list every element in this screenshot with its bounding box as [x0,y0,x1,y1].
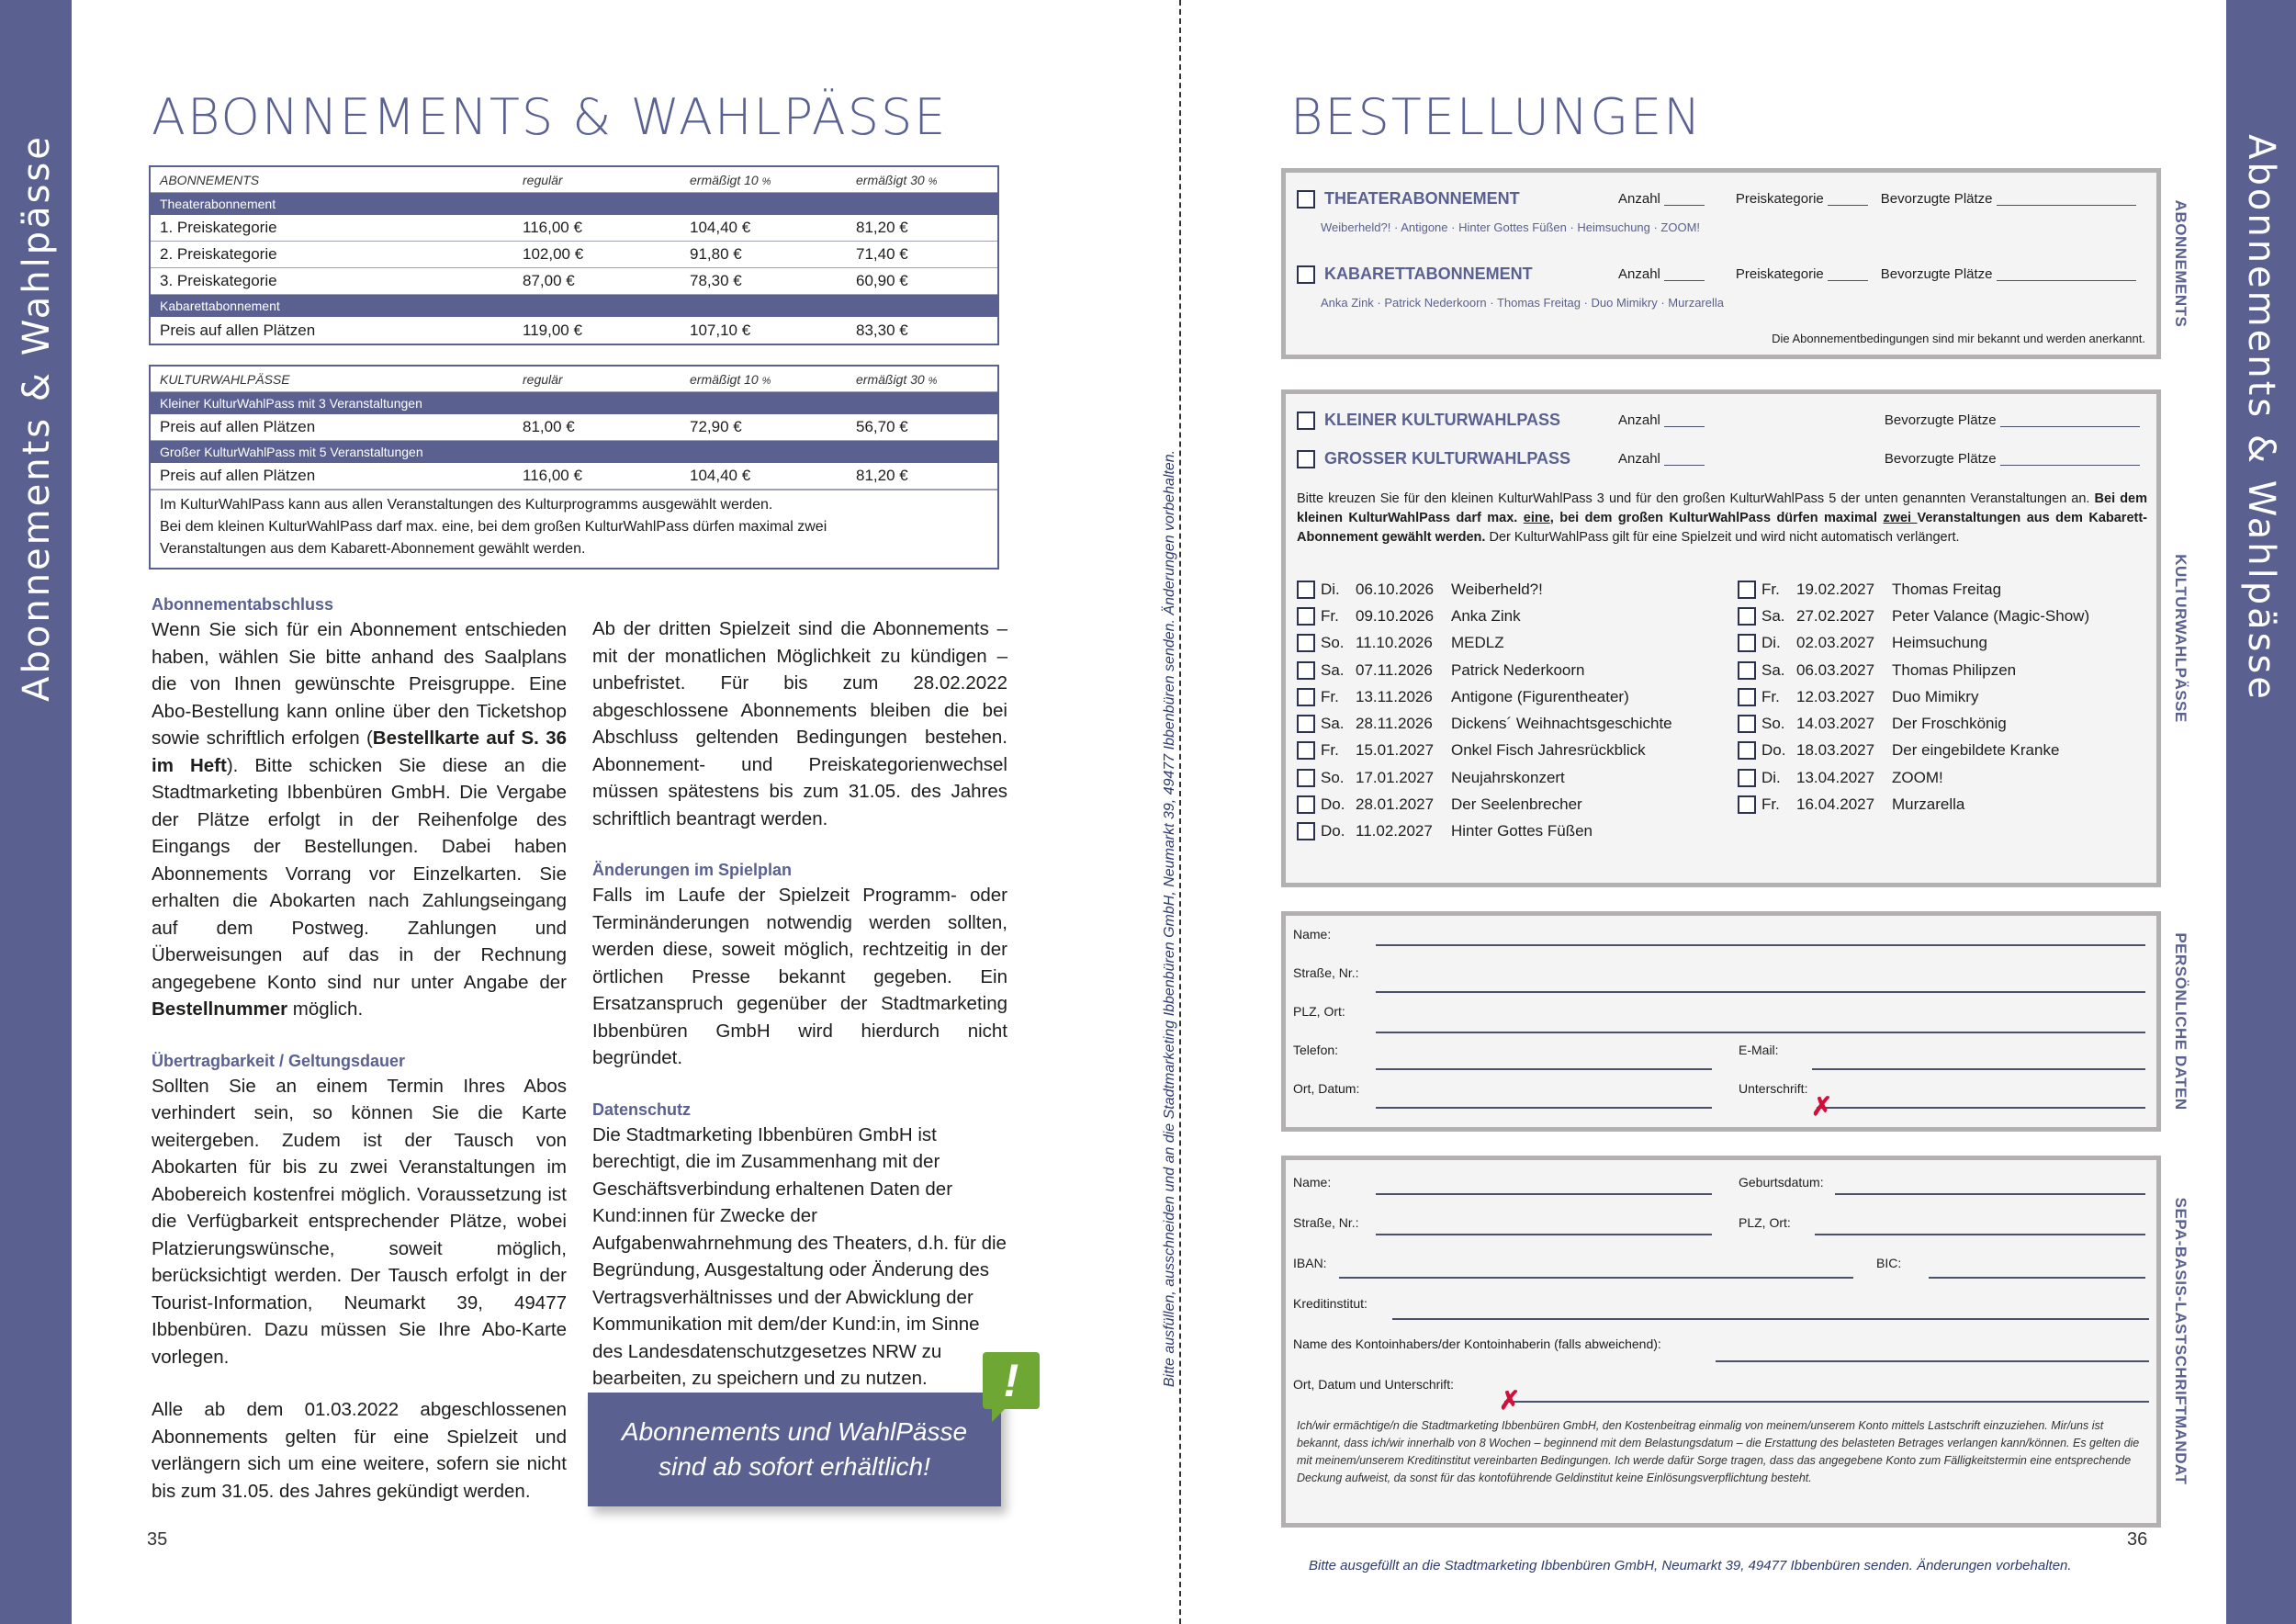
event-name: Antigone (Figurentheater) [1451,687,1629,705]
price-cell: 102,00 € [523,245,584,263]
event-day: Do. [1761,741,1786,760]
event-day: Sa. [1321,660,1345,679]
event-checkbox[interactable] [1297,822,1315,840]
table-row [151,463,997,490]
price-cell: 71,40 € [856,245,908,263]
page-number-left: 35 [147,1529,168,1550]
price-cell: 107,10 € [690,321,751,339]
price-cell: 72,90 € [690,418,742,435]
sepa-street-input[interactable] [1376,1234,1712,1235]
event-date: 11.10.2026 [1356,634,1433,652]
price-cell: 60,90 € [856,272,908,289]
paragraph-uebertragbarkeit: Sollten Sie an einem Termin Ihres Abos verhindert sein, so können Sie die Karte weitergeben. Zudem ist der Tausch von Abokarten für bis zu zwei Veranstaltungen im Abobereich kostenfrei möglich. Voraussetzung ist die Verfügbarkeit entsprechender Plätze, wobei Platzierungswünsche, soweit möglich, berücksichtigt werden. Der Tausch erfolgt in der Tourist-Information, Neumarkt 39, 49477 Ibbenbüren. Dazu müssen Sie Ihre Abo-Karte vorlegen. [152,1075,567,1368]
event-checkbox[interactable] [1297,715,1315,733]
event-day: Fr. [1761,580,1780,598]
header-cell: regulär [523,172,563,187]
header-cell: ermäßigt 10 % [690,371,771,387]
event-day: Sa. [1321,715,1345,733]
event-item [1738,576,2089,603]
event-checkbox[interactable] [1297,661,1315,680]
event-name: Peter Valance (Magic-Show) [1892,606,2090,625]
event-day: Do. [1321,795,1345,814]
event-date: 19.02.2027 [1796,580,1875,598]
event-checkbox[interactable] [1297,607,1315,626]
table-note: Im KulturWahlPass kann aus allen Veranstaltungen des Kulturprogramms ausgewählt werden. Bei dem kleinen KulturWahlPass darf max. eine, bei dem großen KulturWahlPass dürfen maximal zwei Veranstaltungen aus dem Kabarett-Abonnement gewählt werden. [151,490,997,568]
event-date: 02.03.2027 [1796,634,1875,652]
price-cell: 87,00 € [523,272,575,289]
event-item [1738,791,2089,818]
event-date: 06.03.2027 [1796,660,1875,679]
event-name: Thomas Freitag [1892,580,2002,598]
availability-callout: Abonnements und WahlPässe sind ab sofort erhältlich! [588,1393,1001,1506]
side-label-sepa: SEPA-BASIS-LASTSCHRIFTMANDAT [2172,1197,2189,1485]
theater-abo-events: Weiberheld?! · Antigone · Hinter Gottes Füßen · Heimsuchung · ZOOM! [1321,220,1701,234]
header-cell: ermäßigt 30 % [856,371,938,387]
event-name: Der eingebildete Kranke [1892,741,2060,760]
header-cell: ermäßigt 10 % [690,172,771,187]
page-number-right: 36 [2127,1529,2148,1550]
event-checkbox[interactable] [1738,661,1756,680]
event-checkbox[interactable] [1297,688,1315,706]
personal-name-input[interactable] [1376,944,2145,946]
event-date: 14.03.2027 [1796,715,1875,733]
row-label: 2. Preiskategorie [160,245,277,263]
page-title-right: BESTELLUNGEN [1290,88,1703,146]
header-cell: ermäßigt 30 % [856,172,938,187]
event-name: Thomas Philipzen [1892,660,2017,679]
event-item [1297,710,1672,737]
event-checkbox[interactable] [1738,795,1756,814]
left-band-title: Abonnements & Wahlpässe [16,134,58,702]
kleiner-kwp-checkbox[interactable] [1297,412,1315,430]
paragraph-datenschutz: Die Stadtmarketing Ibbenbüren GmbH ist berechtigt, die im Zusammenhang mit der Geschäftsverbindung erhaltenen Daten der Kund:innen für Zwecke der Aufgabenwahrnehmung des Theaters, d.h. für die Begründung, Ausgestaltung oder Änderung des Vertragsverhältnisses und der Abwicklung der Kommunikation mit dem/der Kund:in, im Sinne des Landesdatenschutzgesetzes NRW zu bearbeiten, zu speichern und zu nutzen. [592,1123,1007,1389]
price-cell: 83,30 € [856,321,908,339]
event-item [1297,657,1672,683]
event-checkbox[interactable] [1738,741,1756,760]
kabarett-kategorie-input[interactable] [1828,268,1868,281]
exclamation-icon: ! [983,1352,1040,1409]
event-checkbox[interactable] [1297,769,1315,787]
event-name: Murzarella [1892,795,1965,814]
event-day: Sa. [1761,606,1785,625]
price-cell: 104,40 € [690,219,751,236]
text-column-right [592,615,1007,1418]
event-checkbox[interactable] [1738,688,1756,706]
kulturwahlpass-price-table [149,365,999,570]
table-group-row: Großer KulturWahlPass mit 5 Veranstaltungen [151,441,997,463]
personal-signature-input[interactable] [1817,1107,2145,1109]
event-item [1297,738,1672,764]
paragraph-dritte-spielzeit: Ab der dritten Spielzeit sind die Abonnements – mit der monatlichen Möglichkeit zu kündigen – unbefristet. Für bis zum 28.02.2022 abgeschlossene Abonnements bleiben die bei Abschluss geltenden Bedingungen bestehen. Abonnement- und Preiskategorienwechsel müssen spätestens bis zum 31.05. des Jahres schriftlich beantragt werden. [592,618,1007,829]
kabarett-plaetze-input[interactable] [1997,268,2136,281]
kwp-instructions: Bitte kreuzen Sie für den kleinen KulturWahlPass 3 und für den großen KulturWahlPass 5 der unten genannten Veranstaltungen an. Bei dem kleinen KulturWahlPass darf max. eine, bei dem großen KulturWahlPass dürfen maximal zwei Veranstaltungen aus dem Kabarett-Abonnement gewählt werden. Der KulturWahlPass gilt für eine Spielzeit und wird nicht automatisch verlängert. [1297,491,2148,545]
event-day: Fr. [1321,741,1339,760]
event-item [1297,764,1672,791]
side-label-abonnements: ABONNEMENTS [2172,199,2189,328]
event-day: So. [1321,634,1345,652]
personal-phone-input[interactable] [1376,1068,1712,1070]
row-label: Preis auf allen Plätzen [160,418,316,435]
event-name: Patrick Nederkoorn [1451,660,1585,679]
sepa-plz-input[interactable] [1815,1234,2145,1235]
personal-plz-input[interactable] [1376,1032,2145,1033]
kabarett-abo-row: KABARETTABONNEMENT Anzahl Preiskategorie Bevorzugte Plätze [1297,265,2136,284]
sepa-bank-input[interactable] [1392,1318,2149,1320]
price-cell: 91,80 € [690,245,742,263]
price-cell: 119,00 € [523,321,582,339]
event-name: Der Froschkönig [1892,715,2007,733]
event-name: Heimsuchung [1892,634,1987,652]
event-date: 27.02.2027 [1796,606,1875,625]
event-date: 06.10.2026 [1356,580,1435,598]
sepa-mandate-text: Ich/wir ermächtige/n die Stadtmarketing Ibbenbüren GmbH, den Kostenbeitrag einmalig von meinem/unserem Konto mittels Lastschrift einzuziehen. Mir/uns ist bekannt, dass ich/wir innerhalb von 8 Wochen – beginnend mit dem Belastungsdatum – die Erstattung des belasteten Betrages verlangen kann/können. Es gelten die mit meinem/unserem Kreditinstitut vereinbarten Bedingungen. Ich werde dafür Sorge tragen, dass das angegebene Konto zum Fälligkeitstermin eine entsprechende Deckung aufweist, da sonst für das kontoführende Geldinstitut keine Einlösungsverpflichtung besteht. [1297,1419,2140,1484]
cut-line-instruction: Bitte ausfüllen, ausschneiden und an die Stadtmarketing Ibbenbüren GmbH, Neumarkt 39, 49477 Ibbenbüren senden. Änderungen vorbehalten. [1162,449,1177,1388]
row-label: Preis auf allen Plätzen [160,467,316,484]
event-name: Weiberheld?! [1451,580,1543,598]
side-label-kulturwahlpaesse: KULTURWAHLPÄSSE [2172,554,2189,723]
theater-abo-row: THEATERABONNEMENT Anzahl Preiskategorie Bevorzugte Plätze [1297,189,2136,209]
event-item [1738,738,2089,764]
table-row [151,215,997,242]
abonnements-price-table [149,165,999,345]
event-name: Duo Mimikry [1892,687,1979,705]
event-day: Di. [1761,768,1781,786]
sepa-birthdate-input[interactable] [1835,1193,2145,1195]
event-checkbox[interactable] [1297,634,1315,652]
event-date: 28.01.2027 [1356,795,1435,814]
kulturwahlpass-order-box [1281,389,2161,887]
event-name: Anka Zink [1451,606,1521,625]
kabarett-abo-events: Anka Zink · Patrick Nederkoorn · Thomas Freitag · Duo Mimikry · Murzarella [1321,296,1724,310]
event-name: Onkel Fisch Jahresrückblick [1451,741,1646,760]
paragraph-abschluss: Wenn Sie sich für ein Abonnement entschieden haben, wählen Sie bitte anhand des Saalplans die von Ihnen gewünschte Preisgruppe. Eine Abo-Bestellung kann online über den Ticketshop sowie schriftlich erfolgen (Bestellkarte auf S. 36 im Heft). Bitte schicken Sie diese an die Stadtmarketing Ibbenbüren GmbH. Die Vergabe der Plätze erfolgt in der Reihenfolge des Eingangs der Bestellungen. Dabei haben Abonnements Vorrang vor Einzelkarten. Sie erhalten die Abokarten nach Zahlungseingang auf dem Postweg. Zahlungen und Überweisungen auf das in der Rechnung angegebene Konto sind nur unter Angabe der Bestellnummer möglich. [152,619,567,1020]
event-item [1297,683,1672,710]
price-cell: 56,70 € [856,418,908,435]
grosser-kwp-row: GROSSER KULTURWAHLPASS Anzahl Bevorzugte Plätze [1297,449,2140,468]
paragraph-geltungsdauer: Alle ab dem 01.03.2022 abgeschlossenen Abonnements gelten für eine Spielzeit und verlängern sich um eine weitere, sofern sie nicht bis zum 31.05. des Jahres gekündigt werden. [152,1399,567,1502]
theater-plaetze-input[interactable] [1997,193,2136,206]
event-day: Sa. [1761,660,1785,679]
paragraph-aenderungen: Falls im Laufe der Spielzeit Programm- oder Terminänderungen notwendig werden sollten, werden diese, soweit möglich, rechtzeitig in der örtlichen Presse bekannt gegeben. Ein Ersatzanspruch gegenüber der Stadtmarketing Ibbenbüren GmbH wird hierdurch nicht begründet. [592,885,1007,1068]
event-name: Der Seelenbrecher [1451,795,1582,814]
event-day: Fr. [1321,606,1339,625]
table-header-row [151,367,997,392]
event-item [1297,576,1672,603]
price-cell: 81,20 € [856,467,908,484]
event-date: 28.11.2026 [1356,715,1433,733]
header-cell: KULTURWAHLPÄSSE [160,371,290,387]
event-date: 09.10.2026 [1356,606,1435,625]
event-date: 17.01.2027 [1356,768,1435,786]
sepa-bic-input[interactable] [1929,1277,2145,1279]
event-date: 13.04.2027 [1796,768,1875,786]
event-name: Neujahrskonzert [1451,768,1565,786]
event-name: MEDLZ [1451,634,1504,652]
event-date: 07.11.2026 [1356,660,1433,679]
event-day: So. [1321,768,1345,786]
event-day: So. [1761,715,1785,733]
event-day: Do. [1321,822,1345,840]
footer-send-note: Bitte ausgefüllt an die Stadtmarketing Ibbenbüren GmbH, Neumarkt 39, 49477 Ibbenbüren senden. Änderungen vorbehalten. [1309,1558,2072,1573]
abonnements-order-box [1281,168,2161,359]
event-item [1297,791,1672,818]
event-name: ZOOM! [1892,768,1943,786]
event-item [1297,603,1672,629]
event-item [1738,603,2089,629]
heading-abonnementabschluss: Abonnementabschluss [152,595,334,614]
table-group-row: Theaterabonnement [151,193,997,215]
event-name: Hinter Gottes Füßen [1451,822,1593,840]
cut-line [1179,0,1181,1624]
theater-abo-checkbox[interactable] [1297,190,1315,209]
table-row [151,242,997,268]
grosser-kwp-anzahl-input[interactable] [1664,453,1705,466]
grosser-kwp-plaetze-input[interactable] [2000,453,2140,466]
event-item [1738,710,2089,737]
table-group-row: Kleiner KulturWahlPass mit 3 Veranstaltungen [151,392,997,414]
event-date: 13.11.2026 [1356,687,1433,705]
event-date: 18.03.2027 [1796,741,1875,760]
event-checkbox[interactable] [1297,581,1315,599]
row-label: 1. Preiskategorie [160,219,277,236]
sepa-name-input[interactable] [1376,1193,1712,1195]
event-checkbox[interactable] [1738,769,1756,787]
personal-email-input[interactable] [1812,1068,2145,1070]
kleiner-kwp-anzahl-input[interactable] [1664,414,1705,427]
sepa-signature-mark-icon: ✗ [1499,1386,1521,1415]
table-row [151,414,997,441]
sepa-holder-input[interactable] [1716,1360,2149,1362]
heading-aenderungen: Änderungen im Spielplan [592,861,793,879]
price-cell: 81,20 € [856,219,908,236]
event-item [1738,657,2089,683]
event-day: Di. [1761,634,1781,652]
event-date: 12.03.2027 [1796,687,1875,705]
right-band-title: Abonnements & Wahlpässe [2240,134,2282,702]
event-day: Fr. [1321,687,1339,705]
event-date: 11.02.2027 [1356,822,1433,840]
row-label: Preis auf allen Plätzen [160,321,316,339]
personal-data-box: Name: Straße, Nr.: PLZ, Ort: Telefon: E-Mail: Ort, Datum: Unterschrift: ✗ [1281,911,2161,1132]
price-cell: 116,00 € [523,467,582,484]
event-day: Fr. [1761,795,1780,814]
event-date: 16.04.2027 [1796,795,1875,814]
text-column-left [152,592,567,1530]
event-item [1297,630,1672,657]
event-list-right [1738,576,2089,818]
event-item [1738,764,2089,791]
price-cell: 78,30 € [690,272,742,289]
event-checkbox[interactable] [1738,715,1756,733]
header-cell: ABONNEMENTS [160,172,260,187]
page-title-left: ABONNEMENTS & WAHLPÄSSE [152,88,948,146]
event-day: Fr. [1761,687,1780,705]
event-item [1738,683,2089,710]
grosser-kwp-checkbox[interactable] [1297,450,1315,468]
personal-street-input[interactable] [1376,991,2145,993]
event-day: Di. [1321,580,1340,598]
table-row [151,268,997,295]
row-label: 3. Preiskategorie [160,272,277,289]
event-item [1297,818,1672,845]
event-list-left [1297,576,1672,845]
theater-anzahl-input[interactable] [1664,193,1705,206]
event-checkbox[interactable] [1297,795,1315,814]
event-name: Dickens´ Weihnachtsgeschichte [1451,715,1672,733]
price-cell: 104,40 € [690,467,751,484]
theater-kategorie-input[interactable] [1828,193,1868,206]
kleiner-kwp-plaetze-input[interactable] [2000,414,2140,427]
table-row [151,317,997,344]
personal-place-date-input[interactable] [1376,1107,1712,1109]
event-checkbox[interactable] [1738,634,1756,652]
table-header-row [151,167,997,193]
event-checkbox[interactable] [1297,741,1315,760]
sepa-mandate-box: Name: Geburtsdatum: Straße, Nr.: PLZ, Ort: IBAN: BIC: Kreditinstitut: Name des Kontoinhabers/der Kontoinhaberin (falls abweichend): Ort, Datum und Unterschrift: ✗ Ich/wir ermächtige/n die Stadtmarketing Ibbenbüren GmbH, den Kostenbeitrag einmalig von meinem/unserem Konto mittels Lastschrift einzuziehen. Mir/uns ist bekannt, dass ich/wir innerhalb von 8 Wochen – beginnend mit dem Belastungsdatum – die Erstattung des belasteten Betrages verlangen kann/können. Es gelten die mit meinem/unserem Kreditinstitut vereinbarten Bedingungen. Ich werde dafür Sorge tragen, dass das angegebene Konto zum Fälligkeitstermin eine entsprechende Deckung aufweist, da sonst für das kontoführende Geldinstitut keine Einlösungsverpflichtung besteht. [1281,1156,2161,1528]
kabarett-anzahl-input[interactable] [1664,268,1705,281]
event-date: 15.01.2027 [1356,741,1435,760]
heading-datenschutz: Datenschutz [592,1100,692,1119]
event-checkbox[interactable] [1738,581,1756,599]
sepa-iban-input[interactable] [1339,1277,1853,1279]
heading-uebertragbarkeit: Übertragbarkeit / Geltungsdauer [152,1051,406,1070]
abo-terms-note: Die Abonnementbedingungen sind mir bekannt und werden anerkannt. [1772,332,2145,345]
table-group-row: Kabarettabonnement [151,295,997,317]
price-cell: 81,00 € [523,418,575,435]
kabarett-abo-checkbox[interactable] [1297,265,1315,284]
kleiner-kwp-row: KLEINER KULTURWAHLPASS Anzahl Bevorzugte Plätze [1297,411,2140,430]
signature-mark-icon: ✗ [1811,1092,1833,1121]
header-cell: regulär [523,371,563,387]
event-checkbox[interactable] [1738,607,1756,626]
side-label-persoenliche-daten: PERSÖNLICHE DATEN [2172,932,2189,1111]
sepa-signature-input[interactable] [1504,1401,2149,1403]
price-cell: 116,00 € [523,219,582,236]
event-item [1738,630,2089,657]
